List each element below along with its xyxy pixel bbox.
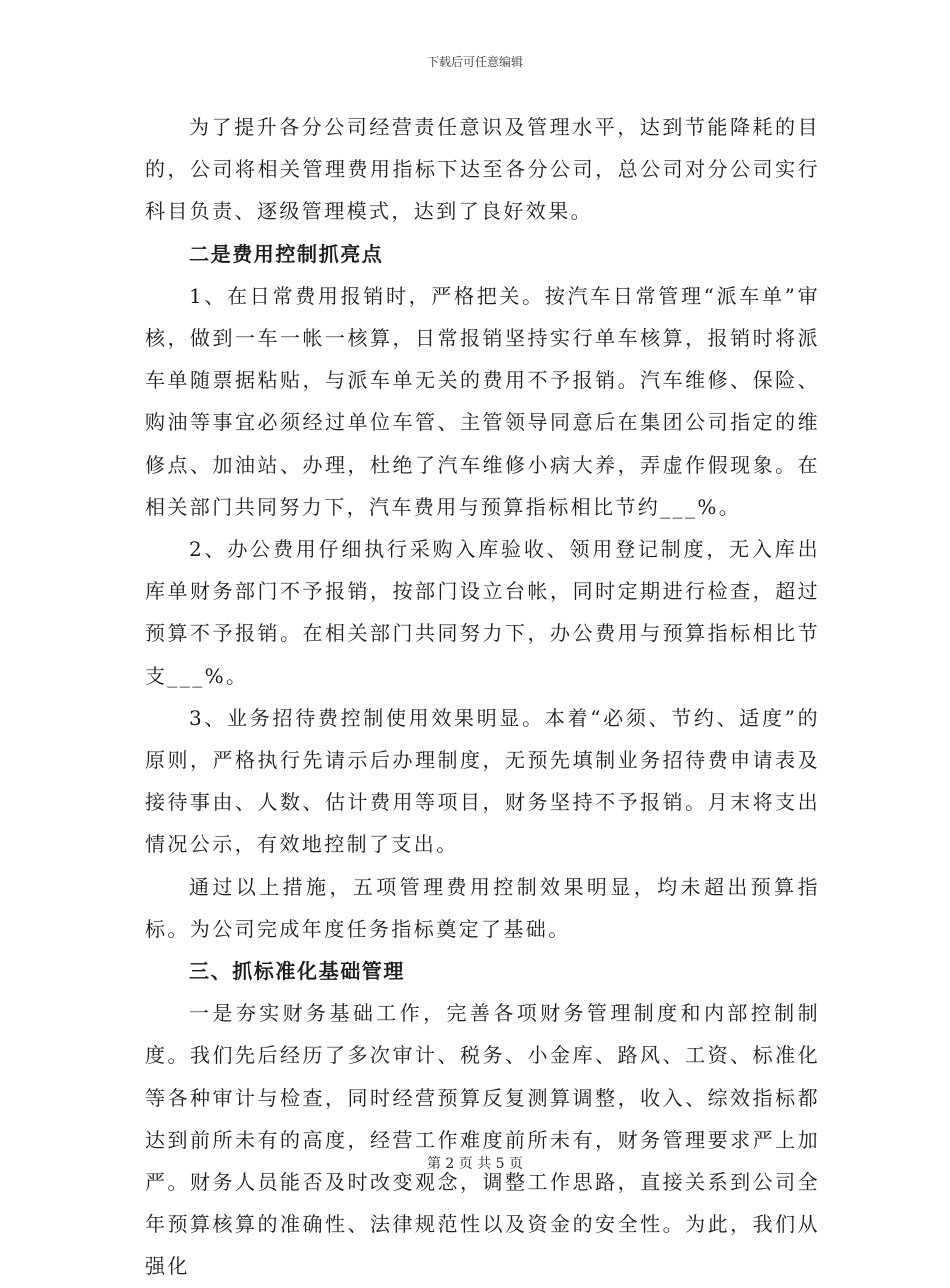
- paragraph-office-expenses: 2、办公费用仔细执行采购入库验收、领用登记制度，无入库出库单财务部门不予报销，按部门设立台帐，同时定期进行检查，超过预算不予报销。在相关部门共同努力下，办公费用与预算指标相比节支___%。: [145, 537, 820, 688]
- page-header: 下载后可任意编辑: [426, 55, 523, 69]
- document-body: [145, 106, 820, 1288]
- section-heading-expense-control: 二是费用控制抓亮点: [189, 241, 384, 266]
- paragraph-summary: 通过以上措施，五项管理费用控制效果明显，均未超出预算指标。为公司完成年度任务指标奠定了基础。: [145, 874, 820, 941]
- paragraph-vehicle-expenses: 1、在日常费用报销时，严格把关。按汽车日常管理“派车单”审核，做到一车一帐一核算，日常报销坚持实行单车核算，报销时将派车单随票据粘贴，与派车单无关的费用不予报销。汽车维修、保险、购油等事宜必须经过单位车管、主管领导同意后在集团公司指定的维修点、加油站、办理，杜绝了汽车维修小病大养，弄虚作假现象。在相关部门共同努力下，汽车费用与预算指标相比节约___%。: [145, 283, 820, 519]
- paragraph-intro: 为了提升各分公司经营责任意识及管理水平，达到节能降耗的目的，公司将相关管理费用指标下达至各分公司，总公司对分公司实行科目负责、逐级管理模式，达到了良好效果。: [145, 115, 820, 224]
- page-footer: 第 2 页 共 5 页: [426, 1156, 524, 1172]
- paragraph-entertainment-expenses: 3、业务招待费控制使用效果明显。本着“必须、节约、适度”的原则，严格执行先请示后办理制度，无预先填制业务招待费申请表及接待事由、人数、估计费用等项目，财务坚持不予报销。月末将支出情况公示，有效地控制了支出。: [145, 705, 820, 857]
- paragraph-financial-foundation: 一是夯实财务基础工作，完善各项财务管理制度和内部控制制度。我们先后经历了多次审计、税务、小金库、路风、工资、标准化等各种审计与检查，同时经营预算反复测算调整，收入、综效指标都达到前所未有的高度，经营工作难度前所未有，财务管理要求严上加严。财务人员能否及时改变观念，调整工作思路，直接关系到公司全年预算核算的准确性、法律规范性以及资金的安全性。为此，我们从强化: [145, 1001, 820, 1279]
- section-heading-standardization: 三、抓标准化基础管理: [189, 959, 405, 984]
